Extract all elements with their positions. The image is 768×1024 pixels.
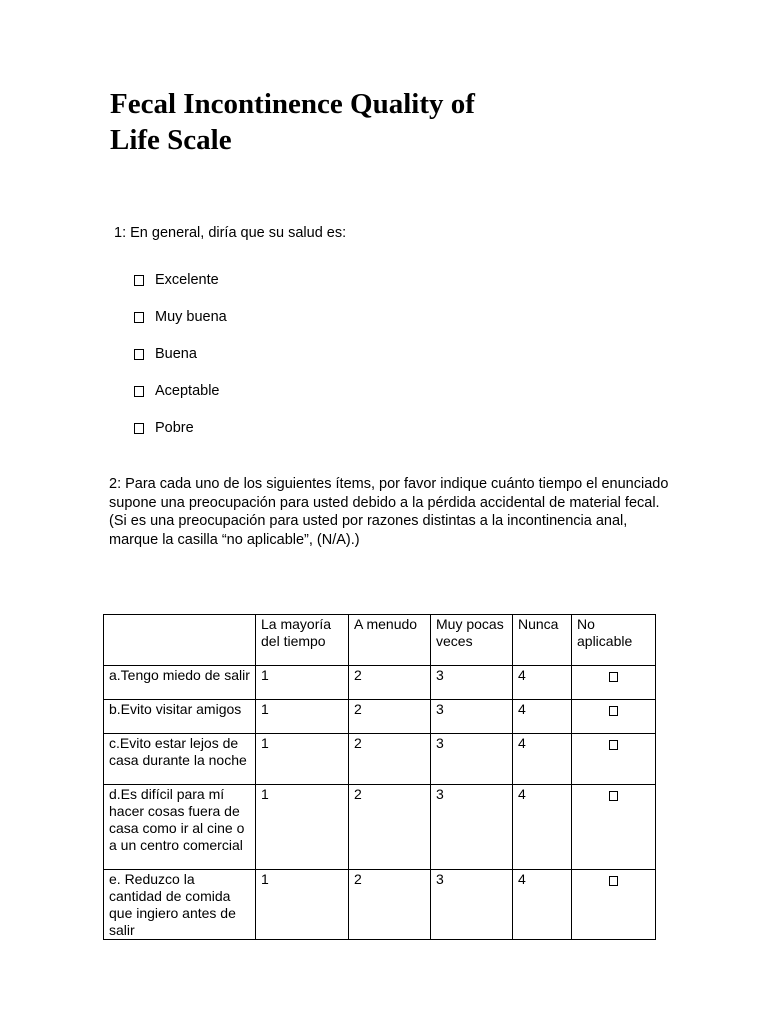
question-1-options: [134, 271, 227, 456]
table-row: [104, 785, 656, 870]
question-1-text: 1: En general, diría que su salud es:: [114, 225, 347, 241]
value-2[interactable]: 2: [349, 870, 431, 940]
na-cell: [572, 734, 656, 785]
checkbox-icon[interactable]: [609, 740, 618, 750]
option-pobre[interactable]: [134, 419, 227, 456]
checkbox-icon[interactable]: [134, 275, 144, 286]
item-label: a.Tengo miedo de salir: [104, 666, 256, 700]
value-2[interactable]: 2: [349, 785, 431, 870]
title-line-2: Life Scale: [110, 124, 232, 156]
checkbox-icon[interactable]: [134, 312, 144, 323]
table-row: [104, 700, 656, 734]
item-label: c.Evito estar lejos de casa durante la noche: [104, 734, 256, 785]
header-muy-pocas-veces: Muy pocas veces: [431, 615, 513, 666]
value-1[interactable]: 1: [256, 870, 349, 940]
checkbox-icon[interactable]: [609, 706, 618, 716]
frequency-table: [103, 614, 656, 940]
table-row: [104, 734, 656, 785]
option-label: Aceptable: [155, 383, 220, 399]
option-muy-buena[interactable]: [134, 308, 227, 345]
value-1[interactable]: 1: [256, 700, 349, 734]
na-cell: [572, 870, 656, 940]
header-mayoria: La mayoría del tiempo: [256, 615, 349, 666]
option-buena[interactable]: [134, 345, 227, 382]
header-nunca: Nunca: [513, 615, 572, 666]
item-label: b.Evito visitar amigos: [104, 700, 256, 734]
header-item: [104, 615, 256, 666]
item-label: e. Reduzco la cantidad de comida que ingiero antes de salir: [104, 870, 256, 940]
title-line-1: Fecal Incontinence Quality of: [110, 88, 475, 120]
document-title: [110, 86, 570, 158]
option-label: Buena: [155, 346, 197, 362]
value-4[interactable]: 4: [513, 870, 572, 940]
value-2[interactable]: 2: [349, 700, 431, 734]
value-1[interactable]: 1: [256, 734, 349, 785]
value-4[interactable]: 4: [513, 666, 572, 700]
option-aceptable[interactable]: [134, 382, 227, 419]
option-label: Muy buena: [155, 309, 227, 325]
option-label: Pobre: [155, 420, 194, 436]
checkbox-icon[interactable]: [134, 423, 144, 434]
value-1[interactable]: 1: [256, 785, 349, 870]
checkbox-icon[interactable]: [609, 672, 618, 682]
question-2-text: 2: Para cada uno de los siguientes ítems, por favor indique cuánto tiempo el enunciado supone una preocupación para usted debido a la pérdida accidental de material fecal. (Si es una preocupación para usted por razones distintas a la incontinencia anal, marque la casilla “no aplicable”, (N/A).): [109, 476, 669, 548]
value-4[interactable]: 4: [513, 734, 572, 785]
value-4[interactable]: 4: [513, 785, 572, 870]
option-excelente[interactable]: [134, 271, 227, 308]
value-3[interactable]: 3: [431, 870, 513, 940]
table-row: [104, 666, 656, 700]
value-3[interactable]: 3: [431, 666, 513, 700]
option-label: Excelente: [155, 272, 219, 288]
table-row: [104, 870, 656, 940]
na-cell: [572, 666, 656, 700]
checkbox-icon[interactable]: [134, 386, 144, 397]
checkbox-icon[interactable]: [609, 791, 618, 801]
checkbox-icon[interactable]: [134, 349, 144, 360]
value-3[interactable]: 3: [431, 700, 513, 734]
header-a-menudo: A menudo: [349, 615, 431, 666]
item-label: d.Es difícil para mí hacer cosas fuera de casa como ir al cine o a un centro comercial: [104, 785, 256, 870]
na-cell: [572, 785, 656, 870]
value-4[interactable]: 4: [513, 700, 572, 734]
value-2[interactable]: 2: [349, 734, 431, 785]
checkbox-icon[interactable]: [609, 876, 618, 886]
value-3[interactable]: 3: [431, 734, 513, 785]
value-1[interactable]: 1: [256, 666, 349, 700]
header-no-aplicable: No aplicable: [572, 615, 656, 666]
table-header-row: [104, 615, 656, 666]
na-cell: [572, 700, 656, 734]
value-2[interactable]: 2: [349, 666, 431, 700]
value-3[interactable]: 3: [431, 785, 513, 870]
